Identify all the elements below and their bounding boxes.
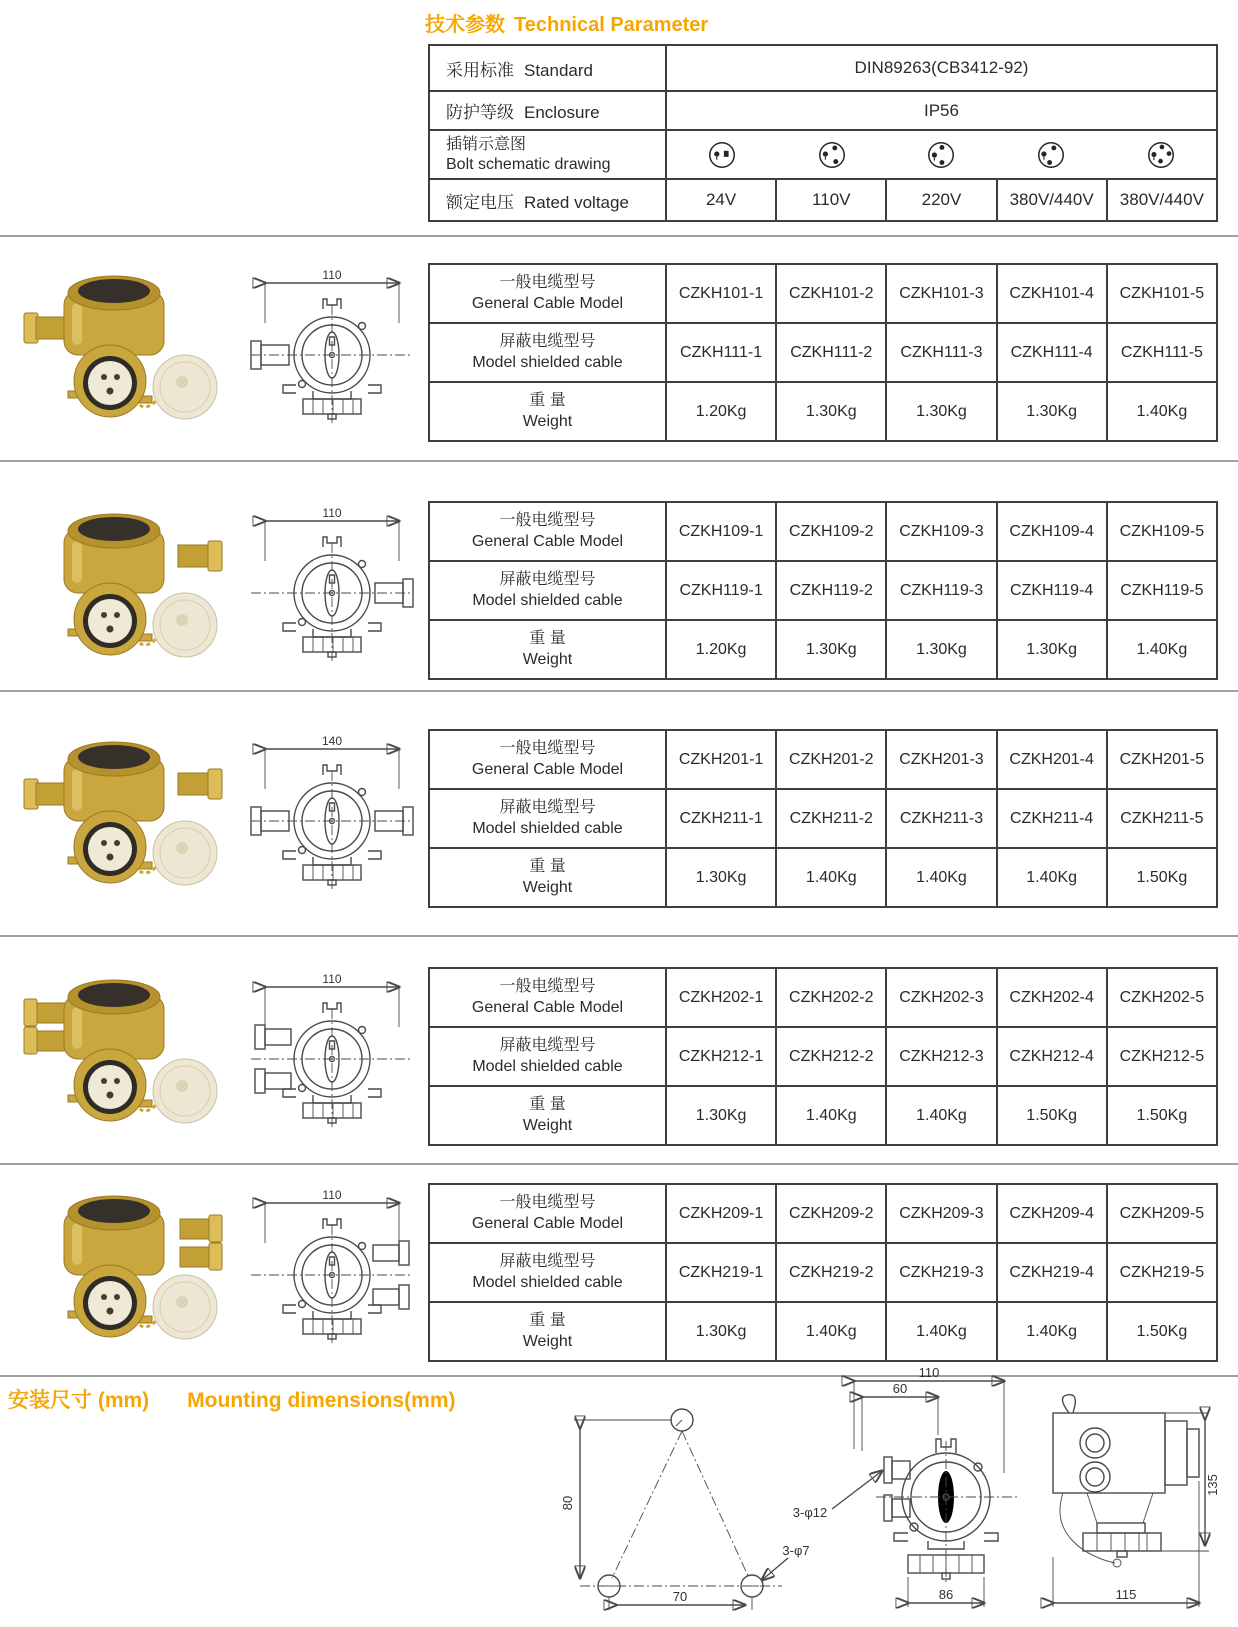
weight-cell: 1.50Kg [997,1086,1107,1145]
dimension-drawing [246,269,418,429]
dimension-value: 110 [322,1189,342,1202]
row-label-cn: 屏蔽电缆型号 [499,798,596,816]
model-cell: CZKH101-3 [886,264,996,323]
weight-cell: 1.30Kg [886,620,996,679]
model-cell: CZKH201-5 [1107,730,1217,789]
weight-cell: 1.40Kg [776,1086,886,1145]
model-cell: CZKH201-4 [997,730,1107,789]
dimension-drawing-svg [246,1189,418,1349]
model-cell: CZKH111-1 [666,323,776,382]
product-section [0,501,1238,672]
row-label-en: General Cable Model [471,760,624,778]
row-label-cn: 一般电缆型号 [499,273,596,291]
standard-label-cn: 采用标准 [446,60,514,80]
row-label-en: Model shielded cable [472,353,623,371]
model-cell: CZKH109-1 [666,502,776,561]
voltage-value: 220V [886,179,996,221]
model-cell: CZKH219-1 [666,1243,776,1302]
enclosure-label [429,91,666,130]
spec-table [428,501,1218,680]
general-cable-model-label [429,1184,666,1243]
weight-label [429,620,666,679]
model-cell: CZKH219-3 [886,1243,996,1302]
dimension-drawing-svg [246,735,418,895]
row-label-cn: 一般电缆型号 [499,977,596,995]
mounting-front-view-drawing [788,1365,1020,1625]
section-divider [0,235,1238,237]
dim-115: 115 [1115,1587,1137,1602]
4-pin-plug-icon [1145,139,1177,171]
section-divider [0,690,1238,692]
product-photo-illustration [22,729,227,897]
row-label-en: General Cable Model [471,1214,624,1232]
section-divider [0,460,1238,462]
weight-cell: 1.30Kg [997,620,1107,679]
bolt-schematic-label-cn: 插销示意图 [446,135,527,153]
model-cell: CZKH209-2 [776,1184,886,1243]
model-cell: CZKH109-3 [886,502,996,561]
model-cell: CZKH201-2 [776,730,886,789]
shielded-cable-model-label [429,1027,666,1086]
model-cell: CZKH209-1 [666,1184,776,1243]
weight-label [429,848,666,907]
row-label-en: Weight [522,412,573,430]
row-label-en: Weight [522,878,573,896]
row-label-en: Model shielded cable [472,591,623,609]
shielded-cable-model-label [429,561,666,620]
weight-cell: 1.40Kg [776,848,886,907]
bolt-schematic-label [429,130,666,179]
product-photo [22,1183,227,1351]
dimension-value: 110 [322,507,342,520]
product-photo [22,263,227,431]
weight-cell: 1.50Kg [1107,848,1217,907]
row-label-cn: 重 量 [529,629,566,647]
model-cell: CZKH219-2 [776,1243,886,1302]
model-cell: CZKH211-1 [666,789,776,848]
dimension-value: 110 [322,973,342,986]
tech-parameter-table [428,44,1218,222]
dimension-value: 140 [321,735,343,748]
weight-label [429,382,666,441]
row-label-en: Weight [522,1116,573,1134]
weight-label [429,1086,666,1145]
model-cell: CZKH212-2 [776,1027,886,1086]
product-photo [22,501,227,669]
product-section [0,729,1238,900]
model-cell: CZKH111-2 [776,323,886,382]
3-pin-plug-icon [1035,139,1067,171]
row-label-cn: 重 量 [529,1095,566,1113]
row-label-cn: 重 量 [529,391,566,409]
mounting-hole-layout-drawing [550,1400,820,1620]
model-cell: CZKH101-1 [666,264,776,323]
model-cell: CZKH201-3 [886,730,996,789]
weight-cell: 1.40Kg [776,1302,886,1361]
general-cable-model-label [429,264,666,323]
bolt-schematic-row [666,130,1217,179]
row-label-cn: 一般电缆型号 [499,739,596,757]
weight-cell: 1.40Kg [886,1302,996,1361]
dimension-drawing-svg [246,507,418,667]
dim-86: 86 [938,1587,954,1602]
model-cell: CZKH201-1 [666,730,776,789]
weight-cell: 1.40Kg [886,1086,996,1145]
dimension-drawing [246,735,418,895]
dim-80: 80 [560,1495,575,1511]
voltage-value: 380V/440V [1107,179,1217,221]
model-cell: CZKH209-4 [997,1184,1107,1243]
dimension-value: 110 [322,269,342,282]
product-section [0,263,1238,434]
enclosure-label-en: Enclosure [524,103,600,122]
model-cell: CZKH211-2 [776,789,886,848]
dim-70: 70 [672,1589,688,1604]
enclosure-label-cn: 防护等级 [446,103,514,122]
product-photo-illustration [22,263,227,431]
row-label-en: Model shielded cable [472,819,623,837]
model-cell: CZKH109-2 [776,502,886,561]
model-cell: CZKH119-4 [997,561,1107,620]
voltage-value: 110V [776,179,886,221]
weight-cell: 1.40Kg [997,848,1107,907]
product-photo [22,729,227,897]
row-label-cn: 重 量 [529,1311,566,1329]
row-label-en: General Cable Model [471,532,624,550]
row-label-cn: 一般电缆型号 [499,511,596,529]
row-label-cn: 屏蔽电缆型号 [499,1036,596,1054]
dimension-drawing [246,507,418,667]
model-cell: CZKH211-5 [1107,789,1217,848]
row-label-en: Weight [522,650,573,668]
section-divider [0,935,1238,937]
weight-cell: 1.30Kg [666,848,776,907]
weight-cell: 1.30Kg [776,620,886,679]
weight-cell: 1.30Kg [886,382,996,441]
mounting-dimensions-title [8,1384,456,1414]
model-cell: CZKH109-5 [1107,502,1217,561]
dimension-drawing-svg [246,269,418,429]
product-photo-illustration [22,501,227,669]
weight-cell: 1.30Kg [666,1086,776,1145]
model-cell: CZKH111-3 [886,323,996,382]
weight-cell: 1.40Kg [1107,382,1217,441]
model-cell: CZKH119-5 [1107,561,1217,620]
holes-callout: 3-φ7 [782,1543,810,1558]
model-cell: CZKH212-1 [666,1027,776,1086]
product-photo [22,967,227,1135]
mounting-side-view-drawing [1035,1385,1225,1620]
model-cell: CZKH119-2 [776,561,886,620]
mounting-title-en: Mounting dimensions(mm) [187,1389,456,1412]
general-cable-model-label [429,968,666,1027]
shielded-cable-model-label [429,789,666,848]
spec-table [428,729,1218,908]
shielded-cable-model-label [429,323,666,382]
spec-table [428,1183,1218,1362]
product-section [0,967,1238,1138]
product-photo-illustration [22,967,227,1135]
model-cell: CZKH119-1 [666,561,776,620]
model-cell: CZKH119-3 [886,561,996,620]
model-cell: CZKH219-5 [1107,1243,1217,1302]
model-cell: CZKH111-5 [1107,323,1217,382]
dimension-drawing [246,973,418,1133]
weight-cell: 1.30Kg [776,382,886,441]
dim-110: 110 [918,1365,940,1380]
tech-parameter-title-en: Technical Parameter [514,14,709,36]
row-label-cn: 屏蔽电缆型号 [499,1252,596,1270]
tech-parameter-title-cn: 技术参数 [425,14,505,36]
weight-cell: 1.20Kg [666,620,776,679]
row-label-en: General Cable Model [471,998,624,1016]
model-cell: CZKH202-2 [776,968,886,1027]
weight-cell: 1.50Kg [1107,1086,1217,1145]
rated-voltage-label-en: Rated voltage [524,192,629,212]
model-cell: CZKH109-4 [997,502,1107,561]
row-label-cn: 屏蔽电缆型号 [499,570,596,588]
standard-label-en: Standard [524,60,593,80]
dim-60: 60 [892,1381,908,1396]
weight-cell: 1.20Kg [666,382,776,441]
model-cell: CZKH219-4 [997,1243,1107,1302]
voltage-value: 24V [666,179,776,221]
model-cell: CZKH101-2 [776,264,886,323]
product-section [0,1183,1238,1354]
row-label-en: Model shielded cable [472,1273,623,1291]
enclosure-value: IP56 [666,91,1217,130]
row-label-cn: 重 量 [529,857,566,875]
weight-label [429,1302,666,1361]
3-pin-plug-icon [816,139,848,171]
model-cell: CZKH202-4 [997,968,1107,1027]
product-photo-illustration [22,1183,227,1351]
model-cell: CZKH202-1 [666,968,776,1027]
mounting-title-cn: 安装尺寸 (mm) [8,1389,150,1412]
row-label-en: Model shielded cable [472,1057,623,1075]
model-cell: CZKH212-5 [1107,1027,1217,1086]
model-cell: CZKH212-4 [997,1027,1107,1086]
weight-cell: 1.40Kg [1107,620,1217,679]
bolt-schematic-label-en: Bolt schematic drawing [446,155,611,173]
dim-135: 135 [1205,1474,1220,1496]
spec-table [428,967,1218,1146]
rated-voltage-label-cn: 额定电压 [446,192,514,212]
standard-value: DIN89263(CB3412-92) [666,45,1217,91]
spec-table [428,263,1218,442]
section-divider [0,1163,1238,1165]
3-pin-plug-icon [925,139,957,171]
dimension-drawing-svg [246,973,418,1133]
model-cell: CZKH212-3 [886,1027,996,1086]
weight-cell: 1.30Kg [997,382,1107,441]
model-cell: CZKH101-4 [997,264,1107,323]
row-label-cn: 一般电缆型号 [499,1193,596,1211]
weight-cell: 1.40Kg [997,1302,1107,1361]
model-cell: CZKH101-5 [1107,264,1217,323]
model-cell: CZKH111-4 [997,323,1107,382]
2-pin-plug-icon [706,139,738,171]
gland-callout: 3-φ12 [792,1505,828,1520]
section-divider [0,1375,1238,1377]
model-cell: CZKH209-5 [1107,1184,1217,1243]
tech-parameter-title [425,8,708,37]
standard-label [429,45,666,91]
model-cell: CZKH202-5 [1107,968,1217,1027]
rated-voltage-label [429,179,666,221]
row-label-en: General Cable Model [471,294,624,312]
weight-cell: 1.50Kg [1107,1302,1217,1361]
general-cable-model-label [429,730,666,789]
model-cell: CZKH211-3 [886,789,996,848]
row-label-en: Weight [522,1332,573,1350]
model-cell: CZKH209-3 [886,1184,996,1243]
weight-cell: 1.40Kg [886,848,996,907]
weight-cell: 1.30Kg [666,1302,776,1361]
dimension-drawing [246,1189,418,1349]
row-label-cn: 屏蔽电缆型号 [499,332,596,350]
voltage-value: 380V/440V [997,179,1107,221]
general-cable-model-label [429,502,666,561]
shielded-cable-model-label [429,1243,666,1302]
model-cell: CZKH211-4 [997,789,1107,848]
model-cell: CZKH202-3 [886,968,996,1027]
